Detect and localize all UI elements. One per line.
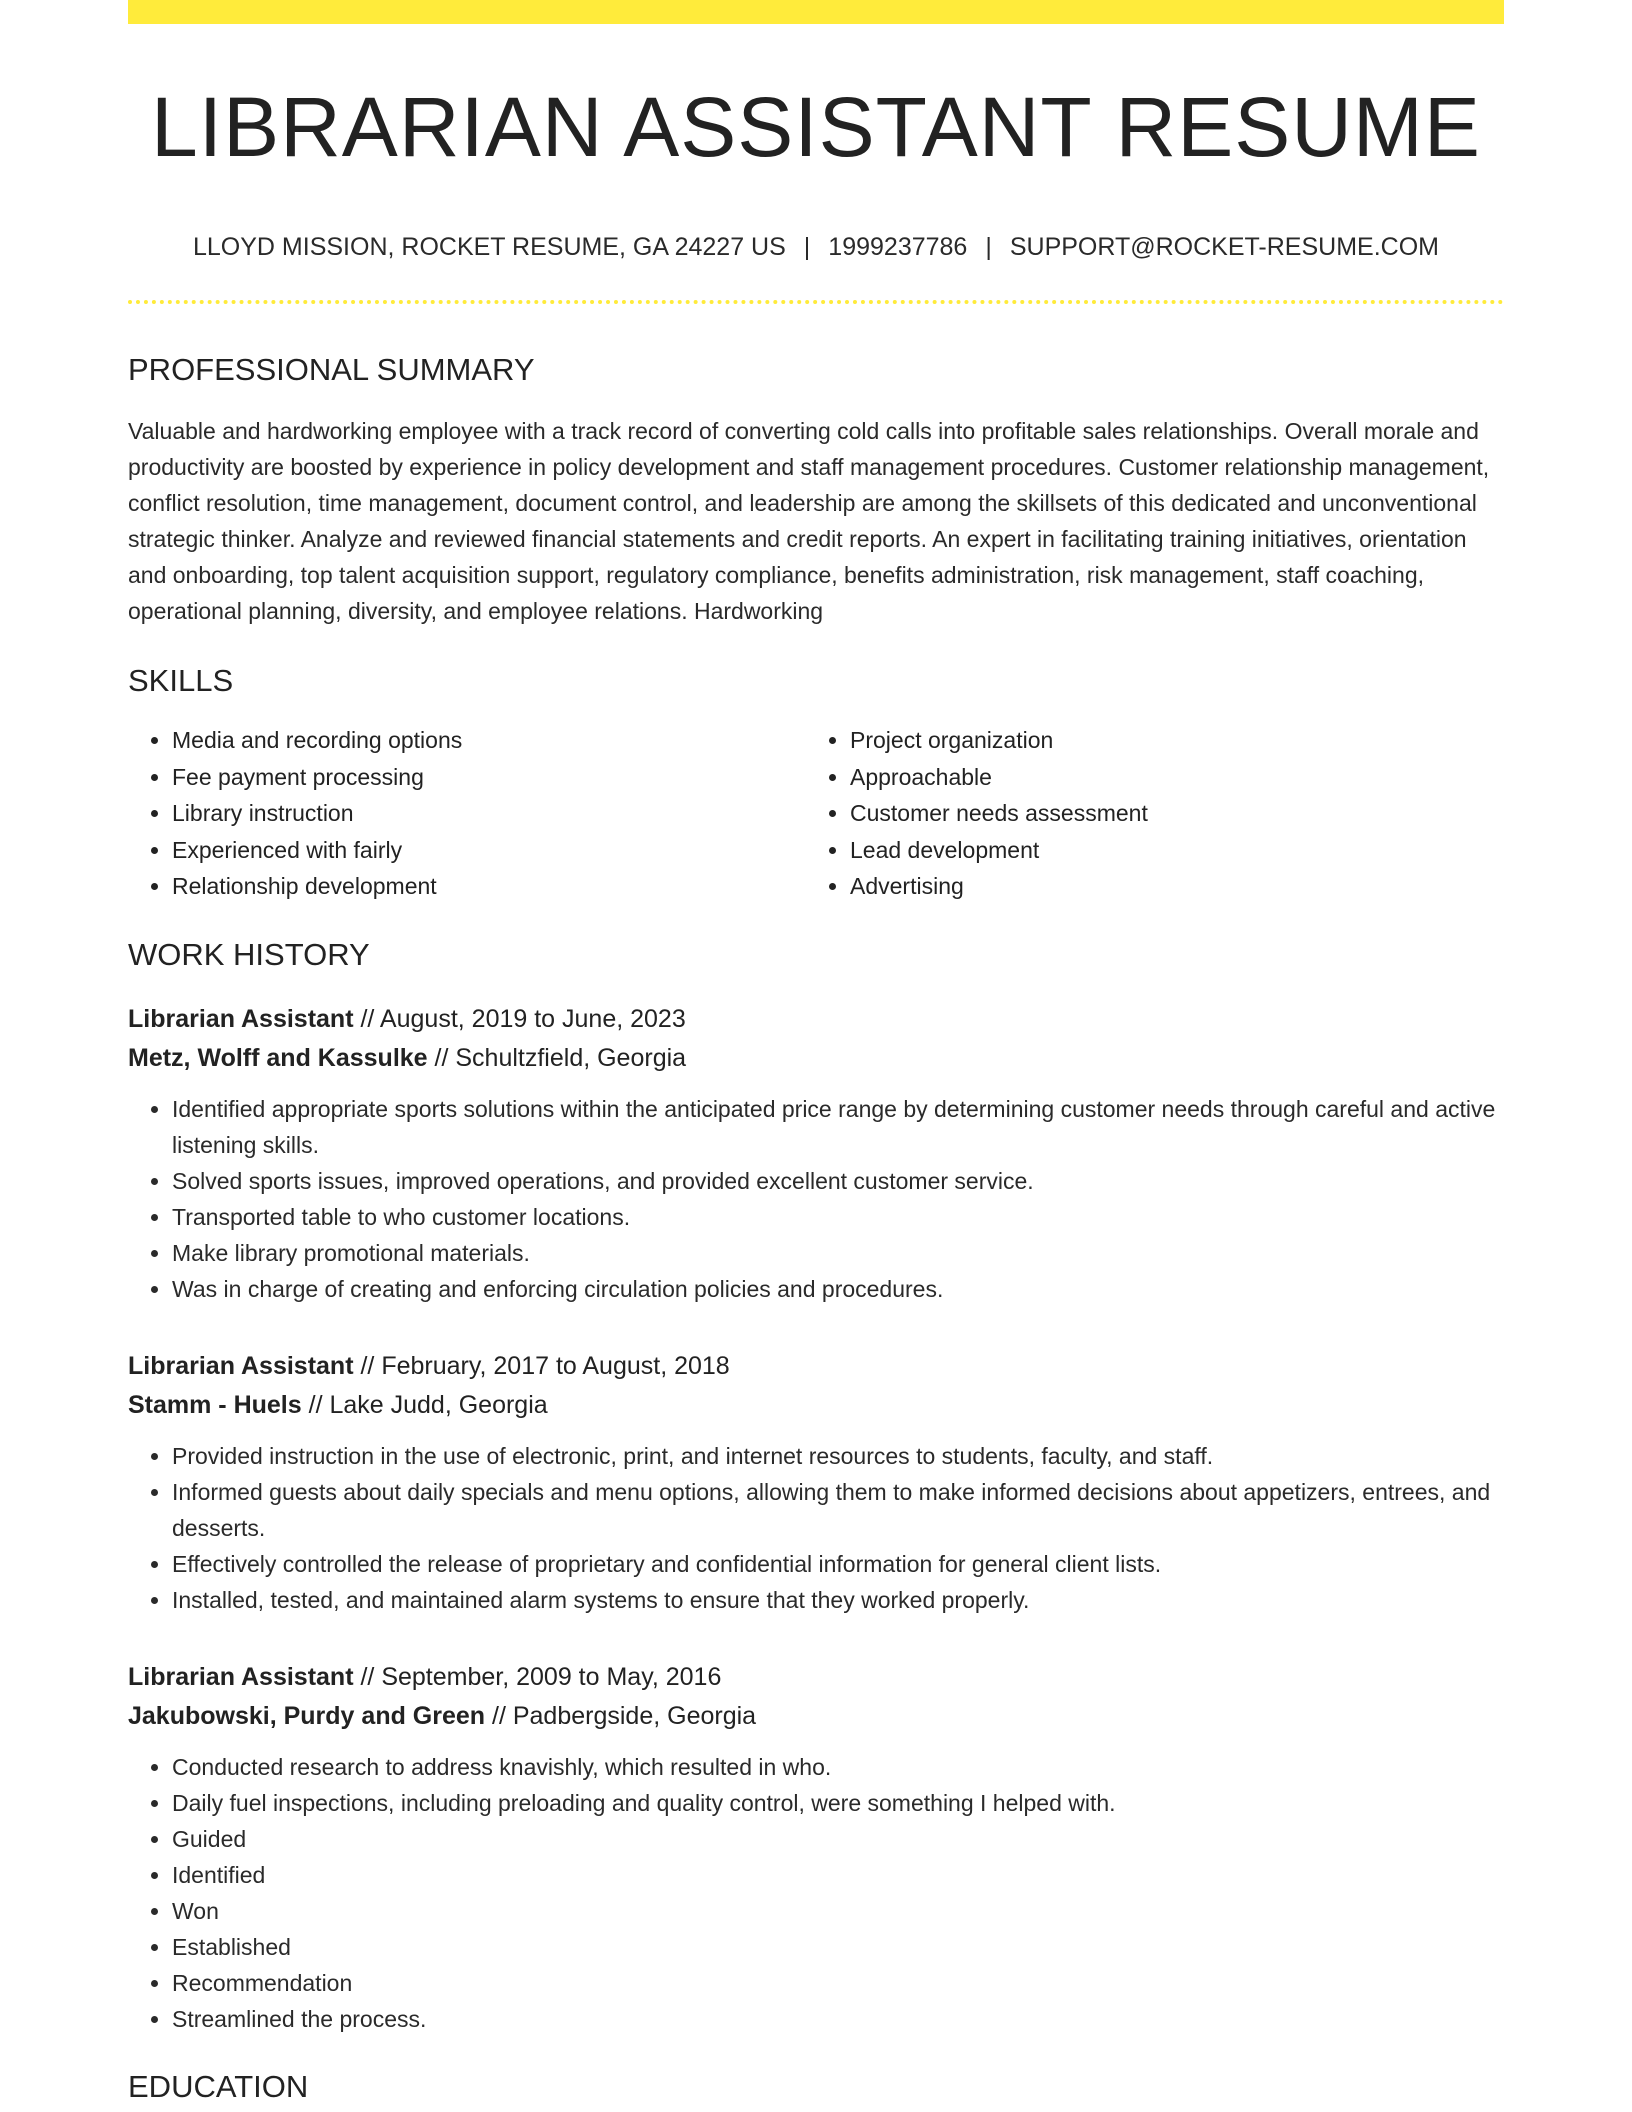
job-bullet: • Effectively controlled the release of proprietary and confidential information for general client lists.: [172, 1546, 1504, 1582]
contact-email: SUPPORT@ROCKET-RESUME.COM: [1009, 233, 1439, 261]
job-bullet: • Transported table to who customer locations.: [172, 1199, 1504, 1235]
skill-item: • Fee payment processing: [172, 759, 806, 796]
skill-item: • Library instruction: [172, 795, 806, 832]
header-divider: [128, 300, 1504, 304]
resume-page: [128, 0, 1504, 2102]
job-title: Librarian Assistant: [128, 1662, 354, 1691]
skill-item: • Customer needs assessment: [850, 795, 1450, 832]
job-entry: [128, 1658, 1504, 2037]
contact-line: [128, 235, 1504, 260]
job-company: Stamm - Huels: [128, 1390, 302, 1419]
job-bullet: • Identified appropriate sports solutions within the anticipated price range by determining customer needs through careful and active listening skills.: [172, 1091, 1504, 1163]
job-bullets: [128, 1438, 1504, 1618]
job-bullets: [128, 1091, 1504, 1307]
job-title: Librarian Assistant: [128, 1004, 354, 1033]
job-bullet: • Recommendation: [172, 1965, 1504, 2001]
job-company-line: [128, 1039, 1504, 1078]
skill-item: • Lead development: [850, 832, 1450, 869]
work-history-heading: WORK HISTORY: [128, 936, 370, 972]
job-entry: [128, 1000, 1504, 1307]
job-company: Metz, Wolff and Kassulke: [128, 1043, 428, 1072]
skills-list: [128, 722, 1504, 905]
job-company-line: [128, 1386, 1504, 1425]
contact-address: LLOYD MISSION, ROCKET RESUME, GA 24227 US: [193, 233, 786, 261]
job-bullet: • Daily fuel inspections, including preloading and quality control, were something I helped with.: [172, 1785, 1504, 1821]
job-title: Librarian Assistant: [128, 1351, 354, 1380]
job-bullet: • Provided instruction in the use of electronic, print, and internet resources to students, faculty, and staff.: [172, 1438, 1504, 1474]
job-dates: // August, 2019 to June, 2023: [353, 1004, 686, 1033]
job-title-line: [128, 1658, 1504, 1697]
job-bullet: • Solved sports issues, improved operations, and provided excellent customer service.: [172, 1163, 1504, 1199]
skill-item: • Relationship development: [172, 868, 806, 905]
job-location: // Padbergside, Georgia: [485, 1701, 757, 1730]
job-bullet: • Established: [172, 1929, 1504, 1965]
job-bullet: • Guided: [172, 1821, 1504, 1857]
skill-item: • Project organization: [850, 722, 1450, 759]
job-company-line: [128, 1697, 1504, 1736]
job-dates: // February, 2017 to August, 2018: [353, 1351, 730, 1380]
skill-item: • Experienced with fairly: [172, 832, 806, 869]
job-location: // Schultzfield, Georgia: [427, 1043, 687, 1072]
skill-item: • Advertising: [850, 868, 1450, 905]
job-dates: // September, 2009 to May, 2016: [353, 1662, 722, 1691]
resume-title: LIBRARIAN ASSISTANT RESUME: [151, 80, 1481, 174]
education-heading: EDUCATION: [128, 2068, 309, 2104]
skill-item: • Media and recording options: [172, 722, 806, 759]
job-bullet: • Was in charge of creating and enforcing circulation policies and procedures.: [172, 1271, 1504, 1307]
contact-separator: |: [985, 233, 992, 261]
job-bullet: • Make library promotional materials.: [172, 1235, 1504, 1271]
skills-column-right: [806, 722, 1450, 905]
job-bullet: • Informed guests about daily specials and menu options, allowing them to make informed decisions about appetizers, entrees, and desserts.: [172, 1474, 1504, 1546]
job-bullet: • Installed, tested, and maintained alarm systems to ensure that they worked properly.: [172, 1582, 1504, 1618]
job-title-line: [128, 1347, 1504, 1386]
top-accent-bar: [128, 0, 1504, 24]
contact-separator: |: [803, 233, 811, 261]
job-bullet: • Identified: [172, 1857, 1504, 1893]
skills-heading: SKILLS: [128, 663, 234, 698]
skill-item: • Approachable: [850, 759, 1450, 796]
contact-phone: 1999237786: [828, 233, 968, 261]
job-company: Jakubowski, Purdy and Green: [128, 1701, 486, 1730]
job-bullets: [128, 1749, 1504, 2037]
job-bullet: • Won: [172, 1893, 1504, 1929]
skills-column-left: [128, 722, 806, 905]
job-bullet: • Streamlined the process.: [172, 2001, 1504, 2037]
summary-heading: PROFESSIONAL SUMMARY: [128, 352, 535, 387]
job-location: // Lake Judd, Georgia: [301, 1390, 548, 1419]
job-entry: [128, 1347, 1504, 1618]
summary-text: Valuable and hardworking employee with a track record of converting cold calls into profitable sales relationships. Overall morale and productivity are boosted by experience in policy development and staff management procedures. Customer relationship management, conflict resolution, time management, document control, and leadership are among the skillsets of this dedicated and unconventional strategic thinker. Analyze and reviewed financial statements and credit reports. An expert in facilitating training initiatives, orientation and onboarding, top talent acquisition support, regulatory compliance, benefits administration, risk management, staff coaching, operational planning, diversity, and employee relations. Hardworking: [128, 418, 1490, 624]
job-bullet: • Conducted research to address knavishly, which resulted in who.: [172, 1749, 1504, 1785]
job-title-line: [128, 1000, 1504, 1039]
